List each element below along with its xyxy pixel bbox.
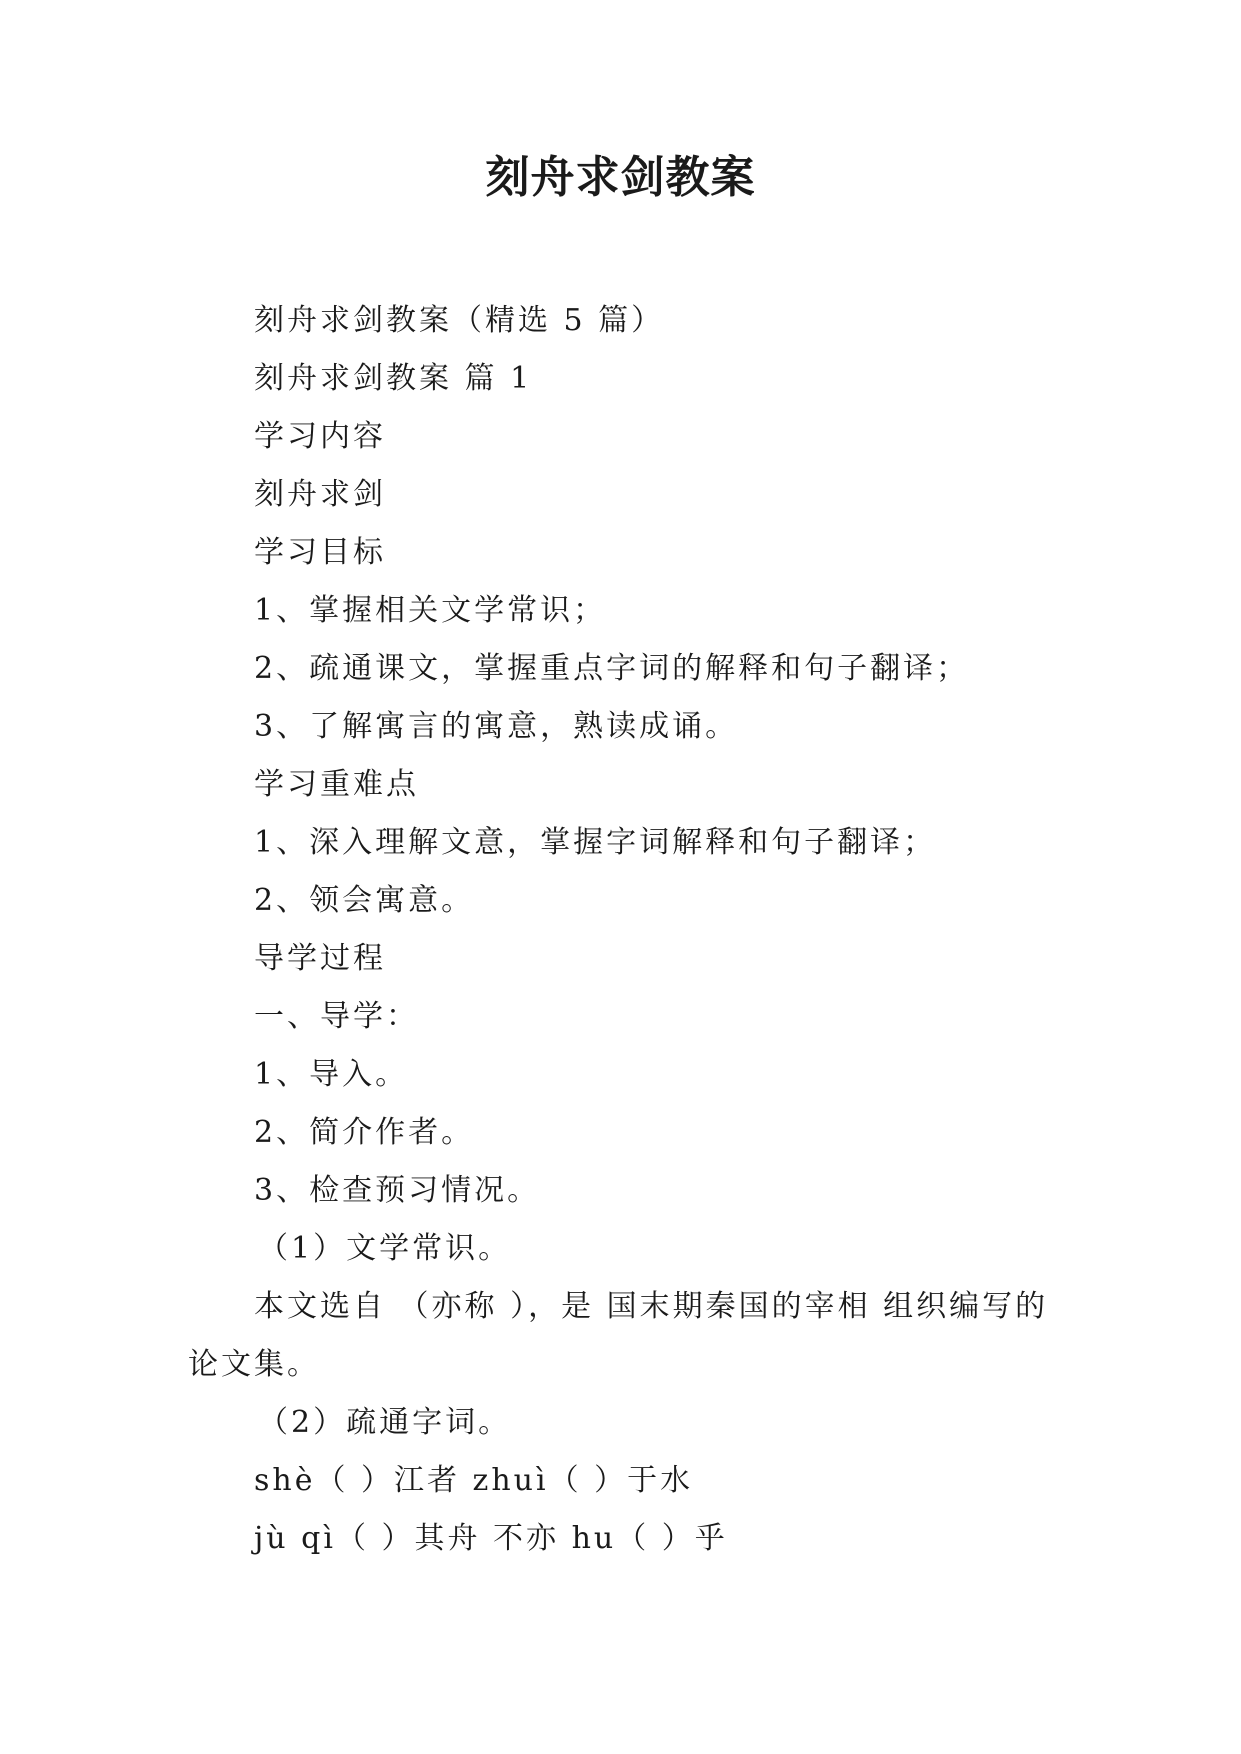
text-line: 一、导学：	[254, 999, 419, 1034]
text-line-subtitle: 刻舟求剑教案（精选 5 篇）	[254, 303, 665, 338]
text-line: 3、了解寓言的寓意，熟读成诵。	[254, 709, 739, 744]
text-line-pinyin: jù qì（ ）其舟 不亦 hu（ ）乎	[254, 1521, 728, 1556]
text-line: 1、掌握相关文学常识；	[254, 593, 607, 628]
text-line: 2、简介作者。	[254, 1115, 475, 1150]
text-line: 学习内容	[254, 419, 386, 454]
text-line: 1、导入。	[254, 1057, 409, 1092]
document-title: 刻舟求剑教案	[485, 152, 756, 203]
text-line: 1、深入理解文意，掌握字词解释和句子翻译；	[254, 825, 937, 860]
document-body	[188, 292, 1058, 1568]
text-line: （1）文学常识。	[258, 1231, 512, 1266]
text-line: 学习目标	[254, 535, 386, 570]
text-line: 2、疏通课文，掌握重点字词的解释和句子翻译；	[254, 651, 970, 686]
text-line: 学习重难点	[254, 767, 419, 802]
text-paragraph-source: 本文选自 （亦称 ），是 国末期秦国的宰相 组织编写的论文集。	[188, 1289, 1049, 1382]
text-line: 刻舟求剑	[254, 477, 386, 512]
text-line: （2）疏通字词。	[258, 1405, 512, 1440]
text-line: 2、领会寓意。	[254, 883, 475, 918]
text-line: 导学过程	[254, 941, 386, 976]
text-line-pinyin: shè（ ）江者 zhuì（ ）于水	[254, 1463, 694, 1498]
text-line: 3、检查预习情况。	[254, 1173, 541, 1208]
text-line-section-heading: 刻舟求剑教案 篇 1	[254, 361, 533, 396]
